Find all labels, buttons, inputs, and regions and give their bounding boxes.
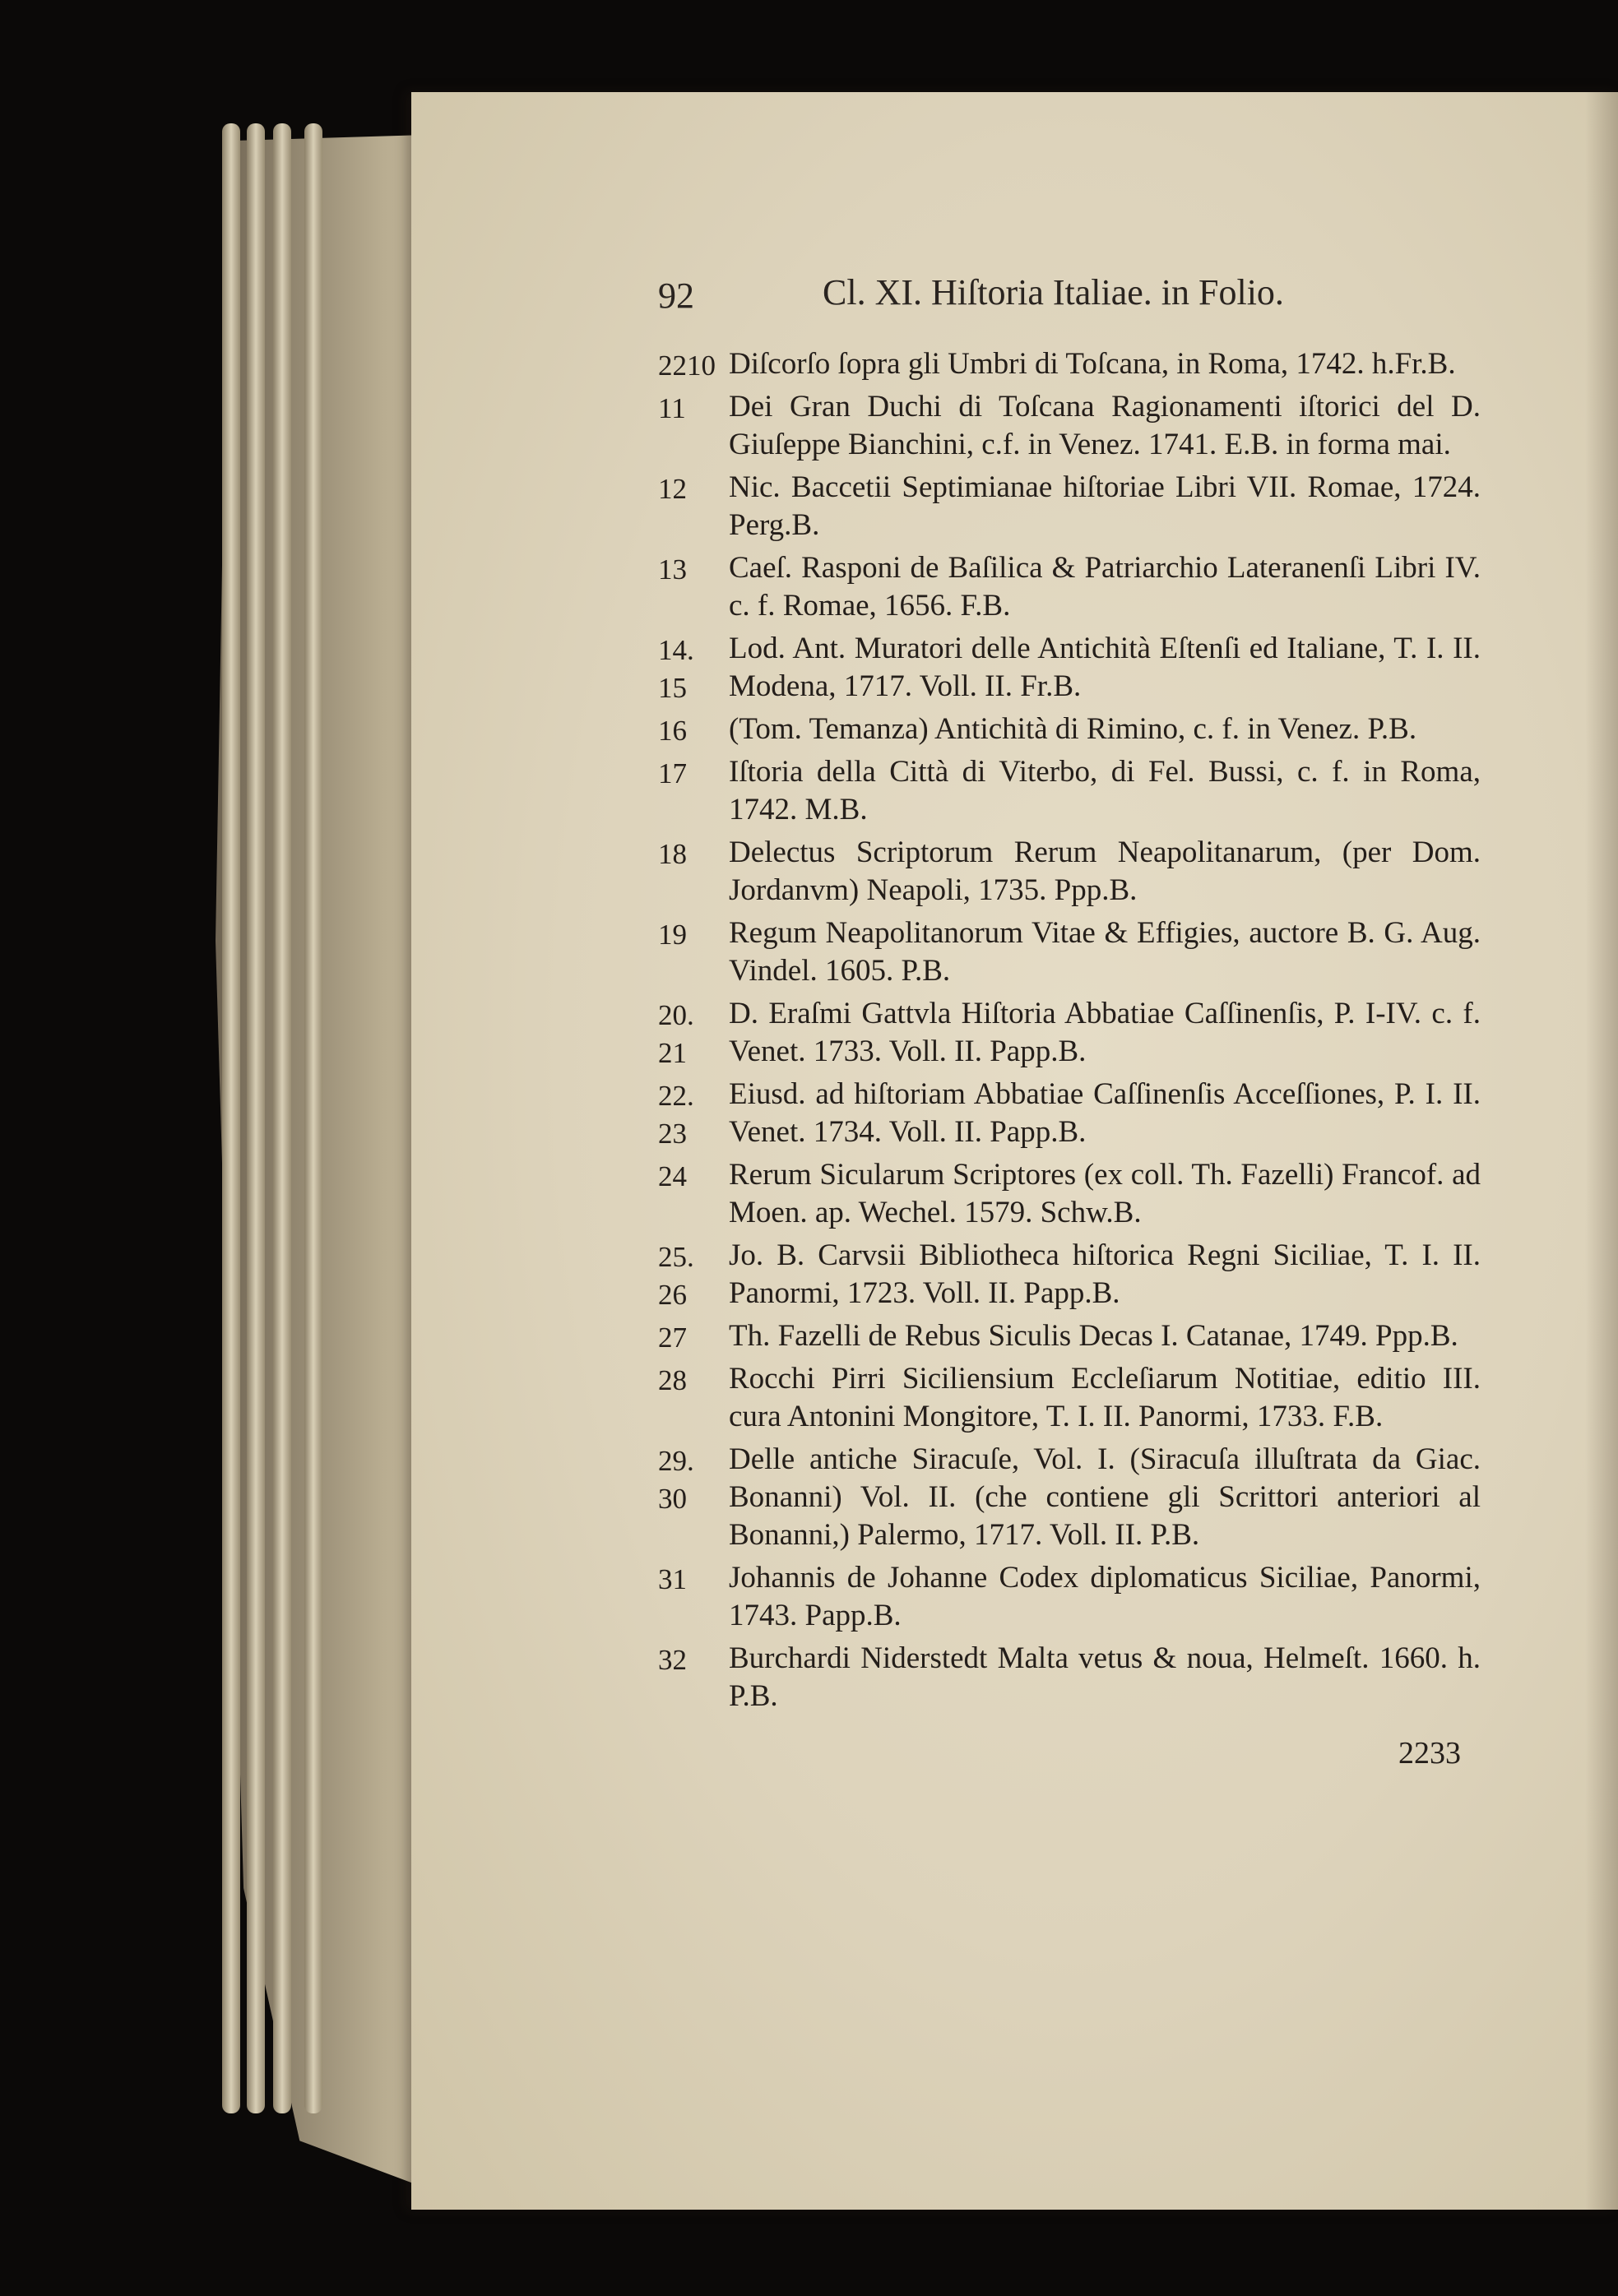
entry-text: Diſcorſo ſopra gli Umbri di Toſcana, in Roma, 1742. h.Fr.B. [729, 347, 1456, 381]
catalog-entry [658, 995, 1481, 1071]
catalog-entry [658, 1640, 1481, 1715]
catalog-entry [658, 1156, 1481, 1232]
entry-number: 17 [658, 757, 687, 789]
entry-text: D. Eraſmi Gattvla Hiſtoria Abbatiae Caſſinenſis, P. I-IV. c. f. Venet. 1733. Voll. II. Papp.B. [729, 997, 1481, 1068]
entry-text: Caeſ. Rasponi de Baſilica & Patriarchio Lateranenſi Libri IV. c. f. Romae, 1656. F.B. [729, 551, 1481, 623]
catalog-entry [658, 711, 1481, 748]
page-number: 92 [658, 275, 694, 316]
catalog-entry [658, 1237, 1481, 1312]
catalog-entry [658, 345, 1481, 383]
catalog-entry [658, 1441, 1481, 1554]
page-stack-edge [304, 123, 322, 2113]
catalog-entry [658, 630, 1481, 706]
running-title: Cl. XI. Hiſtoria Italiae. in Folio. [823, 272, 1284, 312]
entry-number: 18 [658, 838, 687, 870]
page-stack-edge [247, 123, 265, 2113]
entry-number: 11 [658, 392, 686, 424]
catalog-entry [658, 914, 1481, 990]
entry-text: Dei Gran Duchi di Toſcana Ragionamenti iſtorici del D. Giuſeppe Bianchini, c.f. in Venez. 1741. E.B. in forma mai. [729, 390, 1481, 461]
entry-text: Johannis de Johanne Codex diplomaticus Siciliae, Panormi, 1743. Papp.B. [729, 1561, 1481, 1632]
entry-text: Nic. Baccetii Septimianae hiſtoriae Libri VII. Romae, 1724. Perg.B. [729, 470, 1481, 542]
catalog-entry [658, 834, 1481, 910]
page-stack-edge [222, 123, 240, 2113]
catalog-entry [658, 549, 1481, 625]
entry-text: Th. Fazelli de Rebus Siculis Decas I. Catanae, 1749. Ppp.B. [729, 1319, 1458, 1353]
entry-text: Jo. B. Carvsii Bibliotheca hiſtorica Regni Siciliae, T. I. II. Panormi, 1723. Voll. II. Papp.B. [729, 1238, 1481, 1310]
catchword: 2233 [1398, 1736, 1461, 1771]
page-stack-edge [273, 123, 291, 2113]
entry-text: Rocchi Pirri Siciliensium Eccleſiarum Notitiae, editio III. cura Antonini Mongitore, T. I. II. Panormi, 1733. F.B. [729, 1362, 1481, 1433]
entry-text: Burchardi Niderstedt Malta vetus & noua, Helmeſt. 1660. h. P.B. [729, 1641, 1481, 1713]
catalog-entry [658, 1076, 1481, 1151]
entry-number: 25. 26 [658, 1241, 694, 1311]
entry-number: 14. 15 [658, 634, 694, 704]
entry-number: 19 [658, 919, 687, 951]
catalog-entries [658, 345, 1481, 1720]
entry-text: Rerum Sicularum Scriptores (ex coll. Th. Fazelli) Francof. ad Moen. ap. Wechel. 1579. Schw.B. [729, 1158, 1481, 1229]
catalog-entry [658, 753, 1481, 829]
catalog-entry [658, 1559, 1481, 1635]
entry-text: Regum Neapolitanorum Vitae & Effigies, auctore B. G. Aug. Vindel. 1605. P.B. [729, 916, 1481, 988]
entry-number: 20. 21 [658, 999, 694, 1069]
entry-text: Delectus Scriptorum Rerum Neapolitanarum, (per Dom. Jordanvm) Neapoli, 1735. Ppp.B. [729, 836, 1481, 907]
entry-number: 12 [658, 473, 687, 505]
entry-number: 24 [658, 1160, 687, 1192]
entry-number: 13 [658, 553, 687, 586]
entry-text: Delle antiche Siracuſe, Vol. I. (Siracuſa illuſtrata da Giac. Bonanni) Vol. II. (che contiene gli Scrittori anteriori al Bonanni,) Palermo, 1717. Voll. II. P.B. [729, 1442, 1481, 1552]
entry-text: (Tom. Temanza) Antichità di Rimino, c. f. in Venez. P.B. [729, 712, 1417, 746]
entry-number: 27 [658, 1322, 687, 1354]
catalog-entry [658, 388, 1481, 464]
entry-number: 28 [658, 1364, 687, 1396]
entry-number: 31 [658, 1563, 687, 1595]
entry-number: 16 [658, 715, 687, 747]
entry-number: 32 [658, 1644, 687, 1676]
entry-number: 22. 23 [658, 1080, 694, 1150]
catalog-entry [658, 469, 1481, 544]
catalog-entry [658, 1360, 1481, 1436]
entry-text: Eiusd. ad hiſtoriam Abbatiae Caſſinenſis Acceſſiones, P. I. II. Venet. 1734. Voll. II. Papp.B. [729, 1077, 1481, 1149]
entry-number: 29. 30 [658, 1445, 694, 1515]
entry-text: Lod. Ant. Muratori delle Antichità Eſtenſi ed Italiane, T. I. II. Modena, 1717. Voll. II. Fr.B. [729, 632, 1481, 703]
entry-text: Iſtoria della Città di Viterbo, di Fel. Bussi, c. f. in Roma, 1742. M.B. [729, 755, 1481, 826]
entry-number: 2210 [658, 349, 716, 382]
catalog-entry [658, 1317, 1481, 1355]
